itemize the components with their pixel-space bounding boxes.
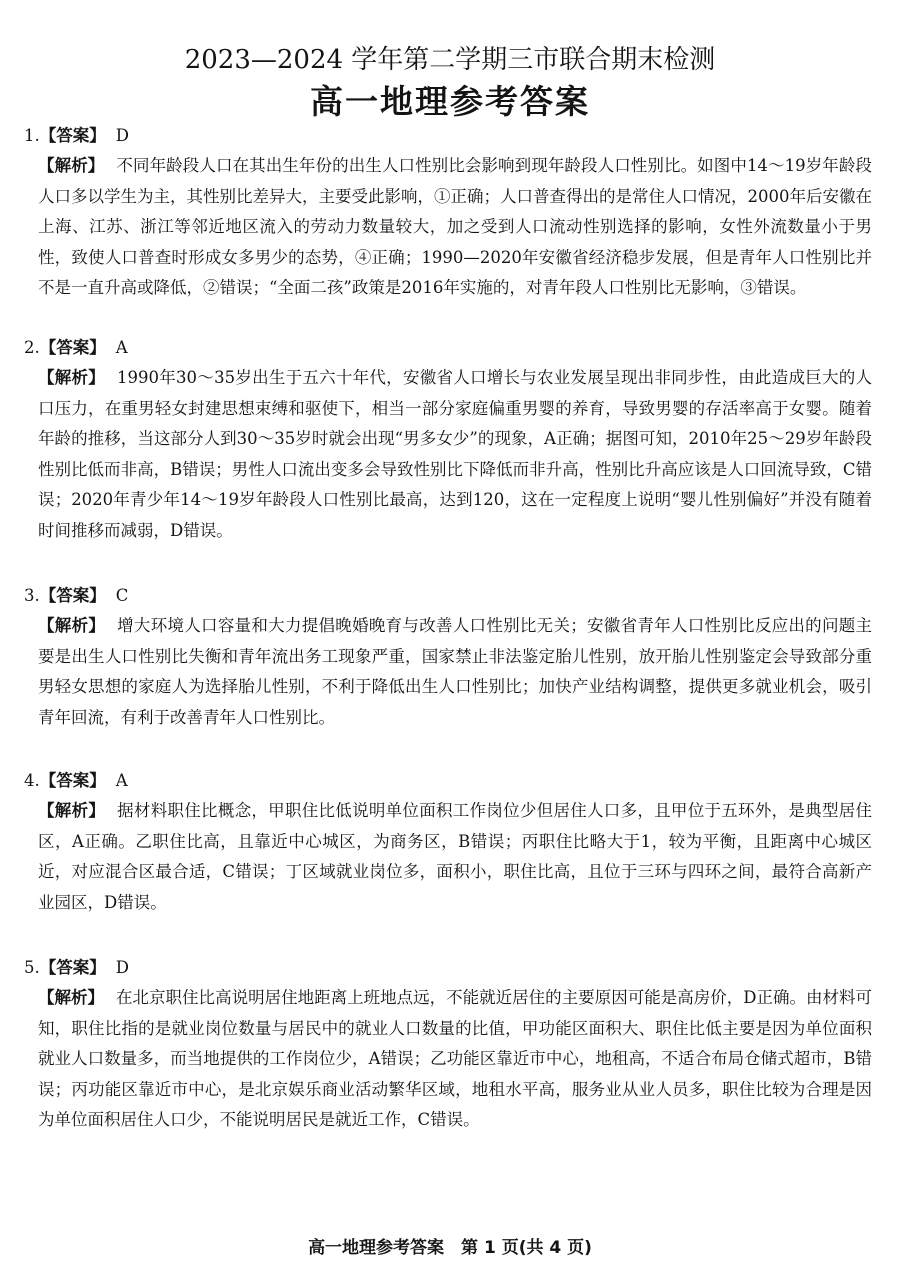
analysis-text: 据材料职住比概念，甲职住比低说明单位面积工作岗位少但居住人口多，且甲位于五环外，是典型居住区，A正确。乙职住比高，且靠近中心城区，为商务区，B错误；丙职住比略大于1，较为平衡，且距离中心城区近，对应混合区最合适，C错误；丁区域就业岗位多，面积小，职住比高，且位于三环与四环之间，最符合高新产业园区，D错误。 [38,801,872,912]
analysis-paragraph [24,983,872,1136]
analysis-label: 【解析】 [38,368,106,387]
answer-label: 【答案】 [39,586,106,605]
analysis-text: 增大环境人口容量和大力提倡晚婚晚育与改善人口性别比无关；安徽省青年人口性别比反应出的问题主要是出生人口性别比失衡和青年流出务工现象严重，国家禁止非法鉴定胎儿性别，放开胎儿性别鉴定会导致部分重男轻女思想的家庭人为选择胎儿性别，不利于降低出生人口性别比；加快产业结构调整，提供更多就业机会，吸引青年回流，有利于改善青年人口性别比。 [38,616,872,727]
answer-value: D [115,958,129,977]
analysis-label: 【解析】 [38,156,105,175]
question-number: 2. [24,338,40,357]
answer-value: A [115,771,128,790]
answer-label: 【答案】 [39,126,106,145]
answer-line [24,333,872,363]
answer-line [24,953,872,983]
answer-label: 【答案】 [39,771,106,790]
question-number: 3. [24,586,40,605]
answer-list [24,121,872,1136]
answer-line [24,766,872,796]
analysis-text: 不同年龄段人口在其出生年份的出生人口性别比会影响到现年龄段人口性别比。如图中14～19岁年龄段人口多以学生为主，其性别比差异大，主要受此影响，①正确；人口普查得出的是常住人口情况，2000年后安徽在上海、江苏、浙江等邻近地区流入的劳动力数量较大，加之受到人口流动性别选择的影响，女性外流数量小于男性，致使人口普查时形成女多男少的态势，④正确；1990—2020年安徽省经济稳步发展，但是青年人口性别比并不是一直升高或降低，②错误；“全面二孩”政策是2016年实施的，对青年段人口性别比无影响，③错误。 [38,156,872,298]
analysis-paragraph [24,151,872,304]
question-5 [24,953,872,1136]
page-title: 高一地理参考答案 [310,82,590,121]
question-1 [24,121,872,333]
analysis-label: 【解析】 [38,801,106,820]
analysis-text: 1990年30～35岁出生于五六十年代，安徽省人口增长与农业发展呈现出非同步性，由此造成巨大的人口压力，在重男轻女封建思想束缚和驱使下，相当一部分家庭偏重男婴的养育，导致男婴的存活率高于女婴。随着年龄的推移，当这部分人到30～35岁时就会出现“男多女少”的现象，A正确；据图可知，2010年25～29岁年龄段性别比低而非高，B错误；男性人口流出变多会导致性别比下降低而非升高，性别比升高应该是人口回流导致，C错误；2020年青少年14～19岁年龄段人口性别比最高，达到120，这在一定程度上说明“婴儿性别偏好”并没有随着时间推移而减弱，D错误。 [38,368,873,540]
analysis-paragraph [24,611,872,733]
analysis-paragraph [24,796,872,918]
answer-value: C [115,586,129,605]
question-number: 4. [24,771,40,790]
analysis-text: 在北京职住比高说明居住地距离上班地点远，不能就近居住的主要原因可能是高房价，D正确。由材料可知，职住比指的是就业岗位数量与居民中的就业人口数量的比值，甲功能区面积大、职住比低主要是因为单位面积就业人口数量多，而当地提供的工作岗位少，A错误；乙功能区靠近市中心，地租高，不适合布局仓储式超市，B错误；丙功能区靠近市中心，是北京娱乐商业活动繁华区域，地租水平高，服务业从业人员多，职住比较为合理是因为单位面积居住人口少，不能说明居民是就近工作，C错误。 [38,988,873,1130]
answer-line [24,581,872,611]
page-footer: 高一地理参考答案 第 1 页(共 4 页) [308,1238,592,1258]
question-2 [24,333,872,581]
answer-line [24,121,872,151]
analysis-label: 【解析】 [38,616,106,635]
analysis-paragraph [24,363,872,547]
question-number: 5. [24,958,40,977]
question-3 [24,581,872,766]
answer-value: A [115,338,128,357]
answer-value: D [115,126,129,145]
question-number: 1. [24,126,40,145]
question-4 [24,766,872,953]
answer-label: 【答案】 [39,338,106,357]
analysis-label: 【解析】 [38,988,105,1007]
exam-title: 2023—2024 学年第二学期三市联合期末检测 [184,45,716,75]
answer-label: 【答案】 [39,958,106,977]
